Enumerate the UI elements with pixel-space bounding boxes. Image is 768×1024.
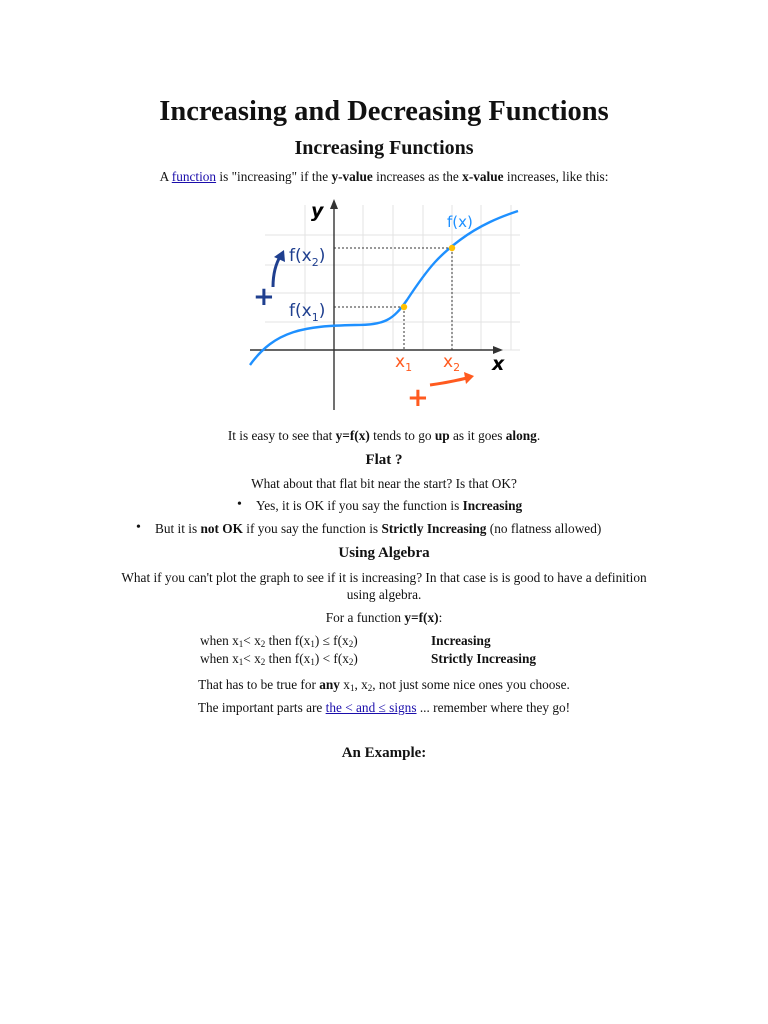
right-arrow-head-icon [464, 372, 474, 384]
algebra-paragraph: What if you can't plot the graph to see if it is increasing? In that case is is good to have a definition using algebra. [121, 570, 647, 602]
bullet2-text-a: But it is [155, 521, 201, 536]
important-text-a: The important parts are [197, 700, 326, 715]
example-heading-wrap [0, 745, 768, 762]
y-value-bold: y-value [331, 169, 373, 184]
fx1-label: $f(x_1)$ [289, 301, 326, 324]
for-function-colon: : [438, 610, 443, 625]
bullet-item-not-ok [155, 521, 601, 537]
right-arrow-icon [430, 378, 467, 385]
algebra-heading-wrap [0, 545, 768, 562]
intro-paragraph [0, 168, 768, 185]
bullet-item-ok [256, 498, 522, 514]
example-heading: An Example: [341, 745, 427, 761]
fx2-label: $f(x_2)$ [289, 246, 326, 269]
for-function-bold: y=f(x) [404, 610, 439, 625]
signs-link[interactable]: the < and ≤ signs [325, 700, 417, 715]
x-value-bold: x-value [462, 169, 504, 184]
bullet2-bold: Strictly Increasing [381, 521, 487, 536]
page-title: Increasing and Decreasing Functions [159, 96, 609, 127]
intro-text-c: increases as the [372, 169, 463, 184]
bullet2-text-c: (no flatness allowed) [486, 521, 602, 536]
definition-strictly-increasing: when $x_1< x_2$ then $f(x_1) < f(x_2)$ [200, 651, 358, 667]
intro-text-b: is "increasing" if the [216, 169, 332, 184]
yfx-bold: y=f(x) [335, 428, 370, 443]
important-paragraph [0, 699, 768, 716]
y-axis-arrow [330, 199, 338, 209]
definition-increasing: when $x_1< x_2$ then $f(x_1) \le f(x_2)$ [200, 633, 358, 649]
easy-to-see-paragraph [0, 427, 768, 444]
plus-x-icon: + [407, 383, 429, 413]
point-x2 [449, 245, 455, 251]
any-paragraph: That has to be true for any $x_1$, $x_2$, not just some nice ones you choose. [198, 677, 570, 693]
intro-text-d: increases, like this: [503, 169, 609, 184]
for-function-paragraph [0, 609, 768, 626]
not-ok-bold: not OK [200, 521, 243, 536]
flat-heading: Flat ? [365, 452, 403, 468]
plus-y-icon: + [253, 282, 275, 312]
easy-text-d: . [536, 428, 541, 443]
important-text-b: ... remember where they go! [416, 700, 571, 715]
definition-increasing-label: Increasing [431, 633, 491, 648]
function-link[interactable]: function [171, 169, 217, 184]
up-bold: up [434, 428, 450, 443]
page-title-wrap [0, 96, 768, 128]
x2-label: $x_2$ [443, 352, 461, 374]
for-function-text: For a function [325, 610, 405, 625]
y-axis-label: y [311, 200, 324, 222]
increasing-function-graph [245, 195, 525, 415]
bullet1-bold: Increasing [462, 498, 523, 513]
bullet1-text: Yes, it is OK if you say the function is [256, 498, 463, 513]
easy-text-a: It is easy to see that [227, 428, 336, 443]
easy-text-b: tends to go [369, 428, 435, 443]
x1-label: $x_1$ [395, 352, 413, 374]
x-axis-label: x [492, 353, 505, 375]
section-heading-wrap [0, 137, 768, 160]
easy-text-c: as it goes [449, 428, 506, 443]
definition-strictly-increasing-label: Strictly Increasing [431, 651, 537, 666]
along-bold: along [505, 428, 537, 443]
curve-label: f(x) [447, 213, 473, 231]
point-x1 [401, 304, 407, 310]
section-heading-increasing: Increasing Functions [294, 137, 474, 159]
bullet2-text-b: if you say the function is [242, 521, 382, 536]
flat-heading-wrap [0, 452, 768, 469]
function-curve [250, 211, 518, 365]
flat-paragraph: What about that flat bit near the start? Is that OK? [251, 476, 517, 491]
intro-text-a: A [159, 169, 169, 184]
algebra-heading: Using Algebra [338, 545, 430, 561]
